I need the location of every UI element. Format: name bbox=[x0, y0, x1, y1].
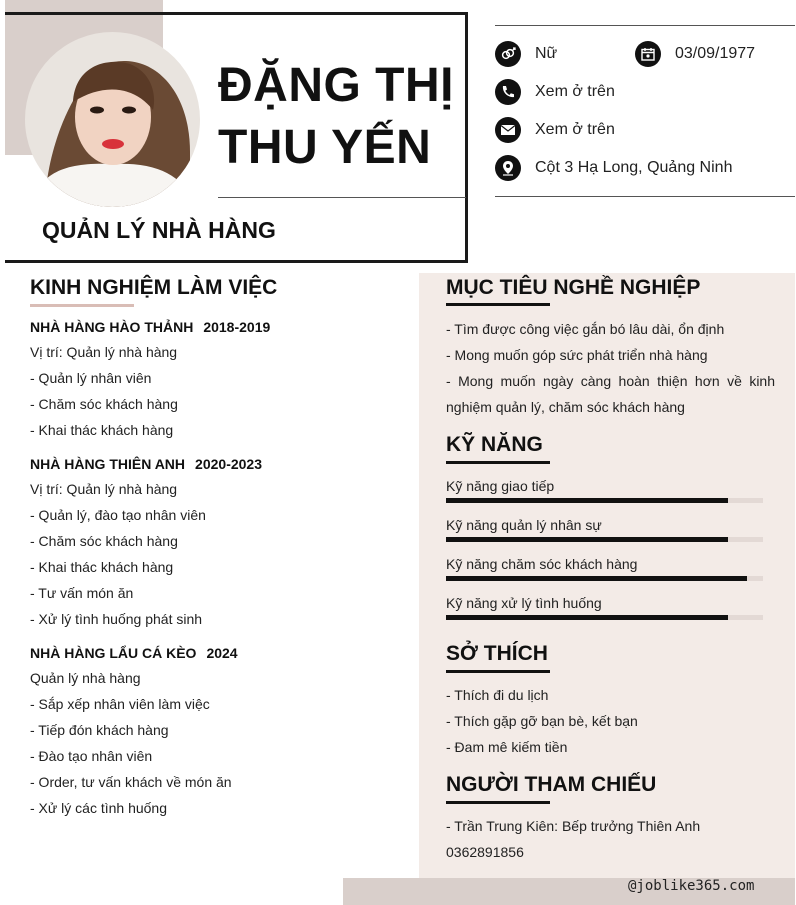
skill-bar bbox=[446, 498, 763, 503]
skill-bar-fill bbox=[446, 537, 728, 542]
list-item: Quản lý nhà hàng bbox=[30, 670, 141, 686]
list-item: - Quản lý, đào tạo nhân viên bbox=[30, 507, 206, 523]
skills-title-underline bbox=[446, 461, 550, 464]
contact-phone bbox=[495, 79, 615, 105]
objective-line-3: - Mong muốn ngày càng hoàn thiện hơn về kinh nghiệm quản lý, chăm sóc khách hàng bbox=[446, 373, 775, 415]
list-item: - Thích gặp gỡ bạn bè, kết bạn bbox=[446, 713, 638, 729]
skill-label: Kỹ năng quản lý nhân sự bbox=[446, 517, 602, 533]
list-item: - Chăm sóc khách hàng bbox=[30, 396, 178, 412]
name-line-1: ĐẶNG THỊ bbox=[218, 59, 454, 112]
skill-label: Kỹ năng giao tiếp bbox=[446, 478, 555, 494]
location-pin-icon bbox=[495, 155, 521, 181]
skill-label: Kỹ năng xử lý tình huống bbox=[446, 595, 602, 611]
experience-title-underline bbox=[30, 304, 134, 307]
email-value: Xem ở trên bbox=[535, 121, 615, 138]
reference-person: - Trần Trung Kiên: Bếp trưởng Thiên Anh bbox=[446, 818, 701, 834]
job-2-company: NHÀ HÀNG THIÊN ANH bbox=[30, 456, 186, 472]
job-2-years: 2020-2023 bbox=[195, 456, 262, 472]
skill-bar bbox=[446, 576, 763, 581]
contact-top-divider bbox=[495, 25, 795, 26]
job-3-company: NHÀ HÀNG LẨU CÁ KÈO bbox=[30, 645, 197, 661]
list-item: - Xử lý các tình huống bbox=[30, 800, 167, 816]
list-item: - Khai thác khách hàng bbox=[30, 559, 174, 575]
job-title: QUẢN LÝ NHÀ HÀNG bbox=[42, 217, 276, 243]
experience-title: KINH NGHIỆM LÀM VIỆC bbox=[30, 276, 278, 299]
list-item: - Chăm sóc khách hàng bbox=[30, 533, 178, 549]
contact-birthday bbox=[635, 41, 755, 67]
list-item: - Order, tư vấn khách về món ăn bbox=[30, 774, 232, 790]
list-item: - Tiếp đón khách hàng bbox=[30, 722, 169, 738]
hobbies-title-underline bbox=[446, 670, 550, 673]
objective-line-1: - Tìm được công việc gắn bó lâu dài, ổn định bbox=[446, 321, 725, 337]
references-title-underline bbox=[446, 801, 550, 804]
skills-title: KỸ NĂNG bbox=[446, 433, 543, 456]
references-title: NGƯỜI THAM CHIẾU bbox=[446, 773, 657, 796]
contact-bottom-divider bbox=[495, 196, 795, 197]
phone-value: Xem ở trên bbox=[535, 83, 615, 100]
skill-bar-fill bbox=[446, 576, 747, 581]
list-item: - Sắp xếp nhân viên làm việc bbox=[30, 696, 210, 712]
footer-watermark: @joblike365.com bbox=[628, 878, 755, 894]
job-1-years: 2018-2019 bbox=[203, 319, 271, 335]
skill-bar bbox=[446, 615, 763, 620]
contact-address bbox=[495, 155, 732, 181]
name-divider bbox=[218, 197, 466, 198]
gender-value: Nữ bbox=[535, 45, 558, 62]
list-item: - Tư vấn món ăn bbox=[30, 585, 134, 601]
skill-bar-fill bbox=[446, 615, 728, 620]
skill-bar-fill bbox=[446, 498, 728, 503]
candidate-name bbox=[218, 55, 458, 179]
list-item: - Quản lý nhân viên bbox=[30, 370, 152, 386]
name-line-2: THU YẾN bbox=[218, 121, 432, 174]
birthday-value: 03/09/1977 bbox=[675, 45, 756, 62]
list-item: - Xử lý tình huống phát sinh bbox=[30, 611, 203, 627]
contact-gender bbox=[495, 41, 557, 67]
phone-icon bbox=[495, 79, 521, 105]
reference-phone: 0362891856 bbox=[446, 844, 524, 860]
contact-email bbox=[495, 117, 615, 143]
address-value: Cột 3 Hạ Long, Quảng Ninh bbox=[535, 159, 733, 176]
list-item: Vị trí: Quản lý nhà hàng bbox=[30, 481, 178, 497]
objective-title: MỤC TIÊU NGHỀ NGHIỆP bbox=[446, 276, 701, 299]
email-icon bbox=[495, 117, 521, 143]
job-3-years: 2024 bbox=[206, 645, 238, 661]
list-item: - Đam mê kiếm tiền bbox=[446, 739, 568, 755]
objective-line-2: - Mong muốn góp sức phát triển nhà hàng bbox=[446, 347, 708, 363]
calendar-icon bbox=[635, 41, 661, 67]
profile-photo bbox=[25, 32, 200, 207]
job-1-company: NHÀ HÀNG HÀO THẢNH bbox=[30, 319, 194, 335]
list-item: - Khai thác khách hàng bbox=[30, 422, 174, 438]
job-2-header bbox=[30, 456, 262, 472]
job-1-header bbox=[30, 319, 270, 335]
list-item: Vị trí: Quản lý nhà hàng bbox=[30, 344, 178, 360]
skill-bar bbox=[446, 537, 763, 542]
gender-icon bbox=[495, 41, 521, 67]
job-3-header bbox=[30, 645, 238, 661]
list-item: - Thích đi du lịch bbox=[446, 687, 549, 703]
objective-title-underline bbox=[446, 303, 550, 306]
hobbies-title: SỞ THÍCH bbox=[446, 642, 548, 665]
skill-label: Kỹ năng chăm sóc khách hàng bbox=[446, 556, 638, 572]
list-item: - Đào tạo nhân viên bbox=[30, 748, 153, 764]
